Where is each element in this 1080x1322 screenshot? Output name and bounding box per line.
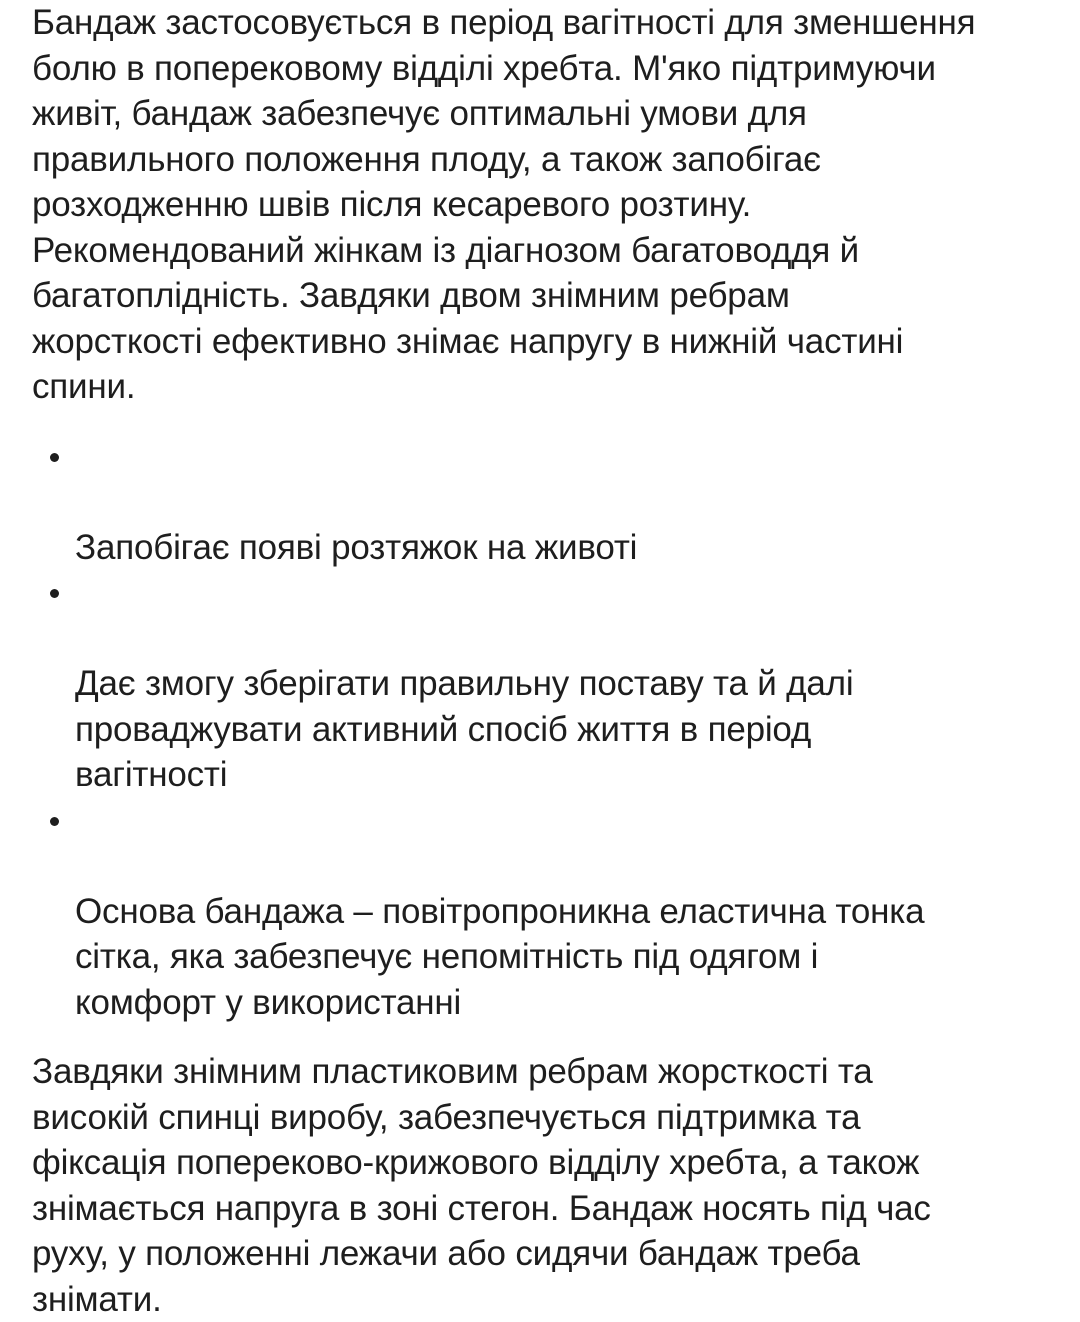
list-item [32, 798, 1062, 1026]
list-item-text: Основа бандажа – повітропроникна еластична тонка сітка, яка забезпечує непомітність під одягом і комфорт у використанні [75, 891, 925, 1022]
description-paragraph-1: Бандаж застосовується в період вагітності для зменшення болю в поперековому відділі хребта. М'яко підтримуючи живіт, бандаж забезпечує оптимальні умови для правильного положення плоду, а також запобігає розходженню швів після кесаревого розтину. Рекомендований жінкам із діагнозом багатоводдя й багатоплідність. Завдяки двом знімним ребрам жорсткості ефективно знімає напругу в нижній частині спини. [32, 3, 976, 406]
bullet-dot-icon [50, 453, 59, 462]
list-item-text: Запобігає появі розтяжок на животі [75, 527, 638, 567]
list-item [32, 434, 1062, 571]
feature-list [32, 434, 1062, 1026]
product-description [32, 0, 1062, 1322]
bullet-dot-icon [50, 589, 59, 598]
description-paragraph-2: Завдяки знімним пластиковим ребрам жорсткості та високій спинці виробу, забезпечується підтримка та фіксація попереково-крижового відділу хребта, а також знімається напруга в зоні стегон. Бандаж носять під час руху, у положенні лежачи або сидячи бандаж треба знімати. [32, 1052, 931, 1319]
list-item [32, 570, 1062, 798]
list-item-text: Дає змогу зберігати правильну поставу та й далі проваджувати активний спосіб життя в період вагітності [75, 664, 854, 794]
bullet-dot-icon [50, 817, 59, 826]
